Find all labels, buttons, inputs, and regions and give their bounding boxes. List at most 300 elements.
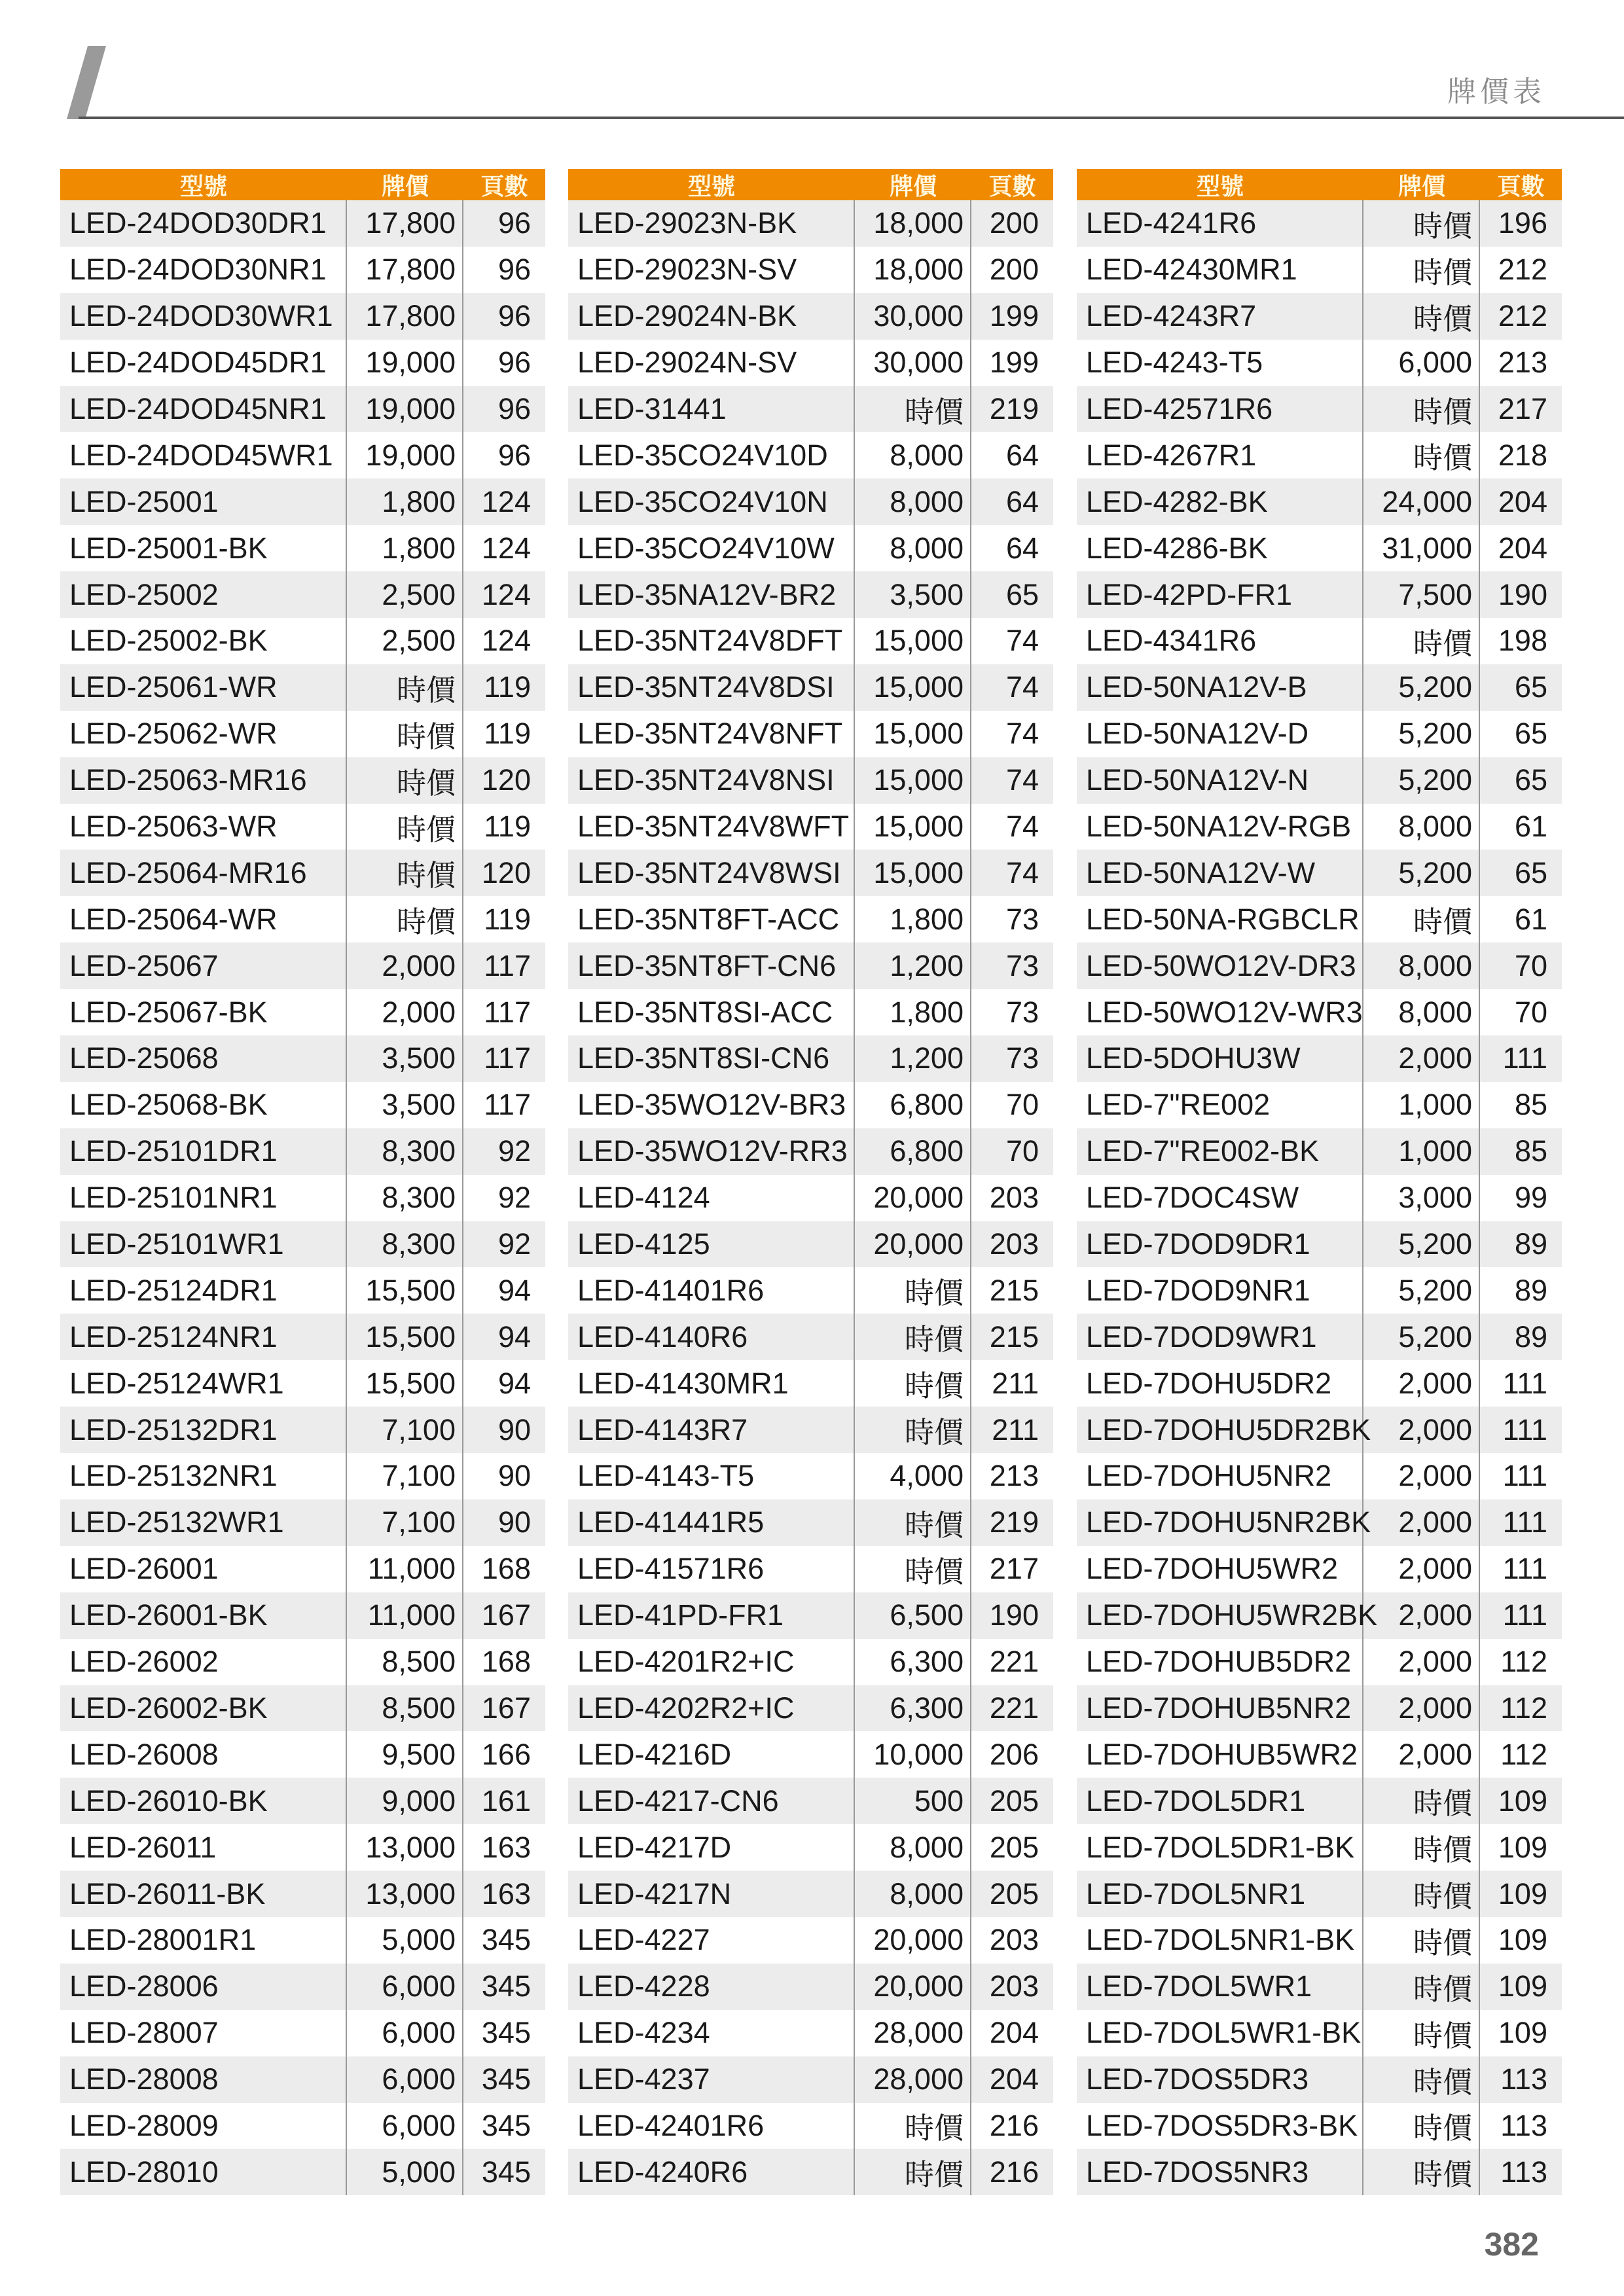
page-cell: 96 [497, 206, 531, 240]
page-cell: 212 [1498, 299, 1547, 333]
price-cell: 1,000 [1363, 1128, 1480, 1175]
price-cell: 時價 [855, 1314, 971, 1360]
model-cell: LED-26001-BK [60, 1592, 347, 1639]
table-row [568, 1175, 1053, 1221]
model-cell: LED-4237 [568, 2056, 855, 2103]
price-cell: 3,500 [347, 1035, 463, 1082]
table-row [1077, 1824, 1562, 1871]
page-cell: 111 [1502, 1041, 1547, 1075]
model-cell: LED-24DOD45WR1 [60, 432, 347, 478]
table-row [568, 247, 1053, 293]
price-cell: 3,000 [1363, 1175, 1480, 1221]
model-cell: LED-28001R1 [60, 1917, 347, 1964]
model-cell: LED-25124NR1 [60, 1314, 347, 1360]
page-cell: 109 [1498, 1784, 1547, 1818]
page-cell: 74 [1005, 763, 1039, 797]
page-cell: 85 [1514, 1134, 1547, 1168]
page-cell: 216 [989, 2155, 1039, 2189]
price-cell: 時價 [1363, 200, 1480, 247]
page-cell: 74 [1005, 855, 1039, 889]
page-cell: 65 [1005, 577, 1039, 611]
price-cell: 2,000 [1363, 1407, 1480, 1453]
price-cell: 7,100 [347, 1499, 463, 1546]
page-cell: 219 [989, 392, 1039, 425]
page-cell: 124 [481, 531, 531, 565]
table-row [1077, 2056, 1562, 2103]
model-cell: LED-35NT24V8WSI [568, 850, 855, 896]
model-cell: LED-25067 [60, 942, 347, 989]
table-row [1077, 757, 1562, 804]
price-cell: 2,000 [347, 989, 463, 1035]
table-row [568, 1778, 1053, 1824]
page-cell: 109 [1498, 1830, 1547, 1864]
model-cell: LED-4243-T5 [1077, 340, 1363, 386]
model-cell: LED-4243R7 [1077, 293, 1363, 340]
table-row [568, 989, 1053, 1035]
page-cell: 109 [1498, 2016, 1547, 2050]
model-cell: LED-7DOL5NR1 [1077, 1871, 1363, 1917]
table-row [1077, 664, 1562, 711]
price-cell: 7,100 [347, 1453, 463, 1499]
price-cell: 5,200 [1363, 1267, 1480, 1314]
price-cell: 6,800 [855, 1128, 971, 1175]
header-price: 牌價 [1398, 172, 1445, 200]
model-cell: LED-7DOL5NR1-BK [1077, 1917, 1363, 1964]
page-cell: 345 [481, 2108, 531, 2142]
page-cell: 120 [481, 763, 531, 797]
page-cell: 113 [1500, 2155, 1547, 2189]
model-cell: LED-28007 [60, 2010, 347, 2056]
price-cell: 時價 [347, 757, 463, 804]
table-row [1077, 1546, 1562, 1592]
model-cell: LED-7DOHU5NR2BK [1077, 1499, 1363, 1546]
table-row [60, 1267, 545, 1314]
price-cell: 時價 [855, 1499, 971, 1546]
table-row [568, 340, 1053, 386]
price-cell: 5,200 [1363, 664, 1480, 711]
price-cell: 20,000 [855, 1175, 971, 1221]
price-cell: 2,000 [1363, 1685, 1480, 1732]
model-cell: LED-35NT24V8NFT [568, 711, 855, 757]
table-row [1077, 1360, 1562, 1407]
model-cell: LED-25067-BK [60, 989, 347, 1035]
model-cell: LED-25002-BK [60, 618, 347, 664]
price-cell: 30,000 [855, 340, 971, 386]
model-cell: LED-25132WR1 [60, 1499, 347, 1546]
table-row [60, 1314, 545, 1360]
page-cell: 203 [989, 1969, 1039, 2003]
header-price: 牌價 [381, 172, 429, 200]
page-cell: 92 [497, 1227, 531, 1261]
model-cell: LED-7DOHU5NR2 [1077, 1453, 1363, 1499]
table-row [568, 2010, 1053, 2056]
page-cell: 74 [1005, 717, 1039, 751]
table-row [568, 386, 1053, 433]
table-row [60, 432, 545, 478]
price-cell: 8,000 [1363, 989, 1480, 1035]
model-cell: LED-25101DR1 [60, 1128, 347, 1175]
page-cell: 73 [1005, 995, 1039, 1029]
page-cell: 109 [1498, 1923, 1547, 1957]
table-row [1077, 1453, 1562, 1499]
price-cell: 1,800 [347, 525, 463, 571]
price-cell: 1,800 [855, 896, 971, 942]
page-cell: 190 [1498, 577, 1547, 611]
price-cell: 時價 [855, 386, 971, 433]
price-cell: 6,300 [855, 1639, 971, 1685]
page-cell: 190 [989, 1598, 1039, 1632]
page-cell: 119 [484, 810, 531, 844]
table-row [1077, 478, 1562, 525]
table-row [568, 2056, 1053, 2103]
price-cell: 8,300 [347, 1221, 463, 1268]
model-cell: LED-25002 [60, 571, 347, 618]
table-row [568, 1917, 1053, 1964]
model-cell: LED-29024N-SV [568, 340, 855, 386]
model-cell: LED-25062-WR [60, 711, 347, 757]
model-cell: LED-35NT24V8DFT [568, 618, 855, 664]
price-cell: 15,000 [855, 757, 971, 804]
price-cell: 19,000 [347, 340, 463, 386]
model-cell: LED-4267R1 [1077, 432, 1363, 478]
page-cell: 70 [1005, 1134, 1039, 1168]
table-row [568, 1407, 1053, 1453]
model-cell: LED-7DOHU5WR2BK [1077, 1592, 1363, 1639]
page-cell: 213 [989, 1459, 1039, 1493]
page-cell: 218 [1498, 438, 1547, 472]
table-row [60, 618, 545, 664]
model-cell: LED-25064-MR16 [60, 850, 347, 896]
page-cell: 124 [481, 624, 531, 658]
model-cell: LED-42PD-FR1 [1077, 571, 1363, 618]
model-cell: LED-50NA12V-RGB [1077, 804, 1363, 850]
price-cell: 6,800 [855, 1082, 971, 1128]
table-row [60, 896, 545, 942]
model-cell: LED-7DOL5WR1 [1077, 1964, 1363, 2010]
model-cell: LED-4143R7 [568, 1407, 855, 1453]
page-cell: 124 [481, 484, 531, 518]
page-cell: 74 [1005, 670, 1039, 704]
table-row [568, 1314, 1053, 1360]
price-cell: 時價 [347, 664, 463, 711]
page-cell: 92 [497, 1181, 531, 1215]
table-row [60, 942, 545, 989]
page-title: 牌價表 [1447, 76, 1545, 108]
price-cell: 11,000 [347, 1546, 463, 1592]
table-row [1077, 989, 1562, 1035]
page-cell: 168 [481, 1645, 531, 1679]
page-cell: 345 [481, 1969, 531, 2003]
page-cell: 205 [989, 1784, 1039, 1818]
model-cell: LED-50NA12V-D [1077, 711, 1363, 757]
model-cell: LED-7DOHUB5DR2 [1077, 1639, 1363, 1685]
table-row [1077, 804, 1562, 850]
page-cell: 166 [481, 1737, 531, 1771]
page-cell: 167 [481, 1691, 531, 1725]
page-cell: 64 [1005, 438, 1039, 472]
price-table-2 [568, 169, 1053, 2195]
table-row [568, 2103, 1053, 2149]
page-cell: 167 [481, 1598, 531, 1632]
page-cell: 74 [1005, 624, 1039, 658]
model-cell: LED-26002-BK [60, 1685, 347, 1732]
table-row [568, 1267, 1053, 1314]
price-cell: 11,000 [347, 1592, 463, 1639]
model-cell: LED-7DOS5DR3 [1077, 2056, 1363, 2103]
table-row [1077, 1731, 1562, 1778]
price-cell: 15,000 [855, 850, 971, 896]
page-cell: 196 [1498, 206, 1547, 240]
model-cell: LED-26001 [60, 1546, 347, 1592]
price-cell: 6,000 [347, 2010, 463, 2056]
price-cell: 8,000 [1363, 804, 1480, 850]
model-cell: LED-25068 [60, 1035, 347, 1082]
table-row [1077, 1871, 1562, 1917]
price-cell: 20,000 [855, 1917, 971, 1964]
table-row [60, 1221, 545, 1268]
page-cell: 96 [497, 438, 531, 472]
price-cell: 20,000 [855, 1221, 971, 1268]
table-row [1077, 711, 1562, 757]
table-row [1077, 571, 1562, 618]
page-cell: 111 [1502, 1598, 1547, 1632]
table-row [568, 2149, 1053, 2195]
page-cell: 117 [484, 995, 531, 1029]
page-cell: 219 [989, 1505, 1039, 1539]
table-row [60, 1407, 545, 1453]
table-row [568, 1592, 1053, 1639]
page-cell: 217 [989, 1552, 1039, 1586]
table-row [1077, 618, 1562, 664]
table-row [1077, 850, 1562, 896]
model-cell: LED-42401R6 [568, 2103, 855, 2149]
price-cell: 1,200 [855, 942, 971, 989]
price-cell: 2,000 [347, 942, 463, 989]
table-row [60, 1592, 545, 1639]
model-cell: LED-28006 [60, 1964, 347, 2010]
page-cell: 117 [484, 948, 531, 982]
model-cell: LED-4282-BK [1077, 478, 1363, 525]
model-cell: LED-50WO12V-WR3 [1077, 989, 1363, 1035]
table-row [60, 1082, 545, 1128]
page-cell: 211 [992, 1366, 1039, 1400]
page-cell: 61 [1514, 902, 1547, 936]
model-cell: LED-4217N [568, 1871, 855, 1917]
page-cell: 99 [1514, 1181, 1547, 1215]
model-cell: LED-35NT24V8DSI [568, 664, 855, 711]
price-cell: 9,000 [347, 1778, 463, 1824]
model-cell: LED-7DOD9WR1 [1077, 1314, 1363, 1360]
model-cell: LED-5DOHU3W [1077, 1035, 1363, 1082]
model-cell: LED-7DOHU5DR2 [1077, 1360, 1363, 1407]
table-row [1077, 200, 1562, 247]
model-cell: LED-35NT24V8NSI [568, 757, 855, 804]
page-cell: 65 [1514, 717, 1547, 751]
price-cell: 24,000 [1363, 478, 1480, 525]
page-cell: 203 [989, 1227, 1039, 1261]
page-cell: 113 [1500, 2062, 1547, 2096]
table-row [60, 1639, 545, 1685]
table-row [60, 571, 545, 618]
page-cell: 96 [497, 299, 531, 333]
page-cell: 200 [989, 253, 1039, 287]
table-header [568, 169, 1053, 200]
page-cell: 221 [989, 1645, 1039, 1679]
model-cell: LED-50WO12V-DR3 [1077, 942, 1363, 989]
table-row [1077, 293, 1562, 340]
price-cell: 時價 [855, 2103, 971, 2149]
page-cell: 90 [497, 1459, 531, 1493]
page-cell: 204 [1498, 531, 1547, 565]
model-cell: LED-7DOD9NR1 [1077, 1267, 1363, 1314]
price-cell: 18,000 [855, 200, 971, 247]
model-cell: LED-25068-BK [60, 1082, 347, 1128]
price-cell: 時價 [347, 850, 463, 896]
page-cell: 74 [1005, 810, 1039, 844]
model-cell: LED-35WO12V-BR3 [568, 1082, 855, 1128]
model-cell: LED-7DOL5WR1-BK [1077, 2010, 1363, 2056]
price-cell: 19,000 [347, 386, 463, 433]
model-cell: LED-41PD-FR1 [568, 1592, 855, 1639]
page-cell: 205 [989, 1830, 1039, 1864]
model-cell: LED-29023N-BK [568, 200, 855, 247]
price-cell: 6,000 [347, 2103, 463, 2149]
table-row [568, 1685, 1053, 1732]
page-cell: 73 [1005, 1041, 1039, 1075]
table-header [1077, 169, 1562, 200]
table-row [1077, 1128, 1562, 1175]
page-cell: 163 [481, 1876, 531, 1910]
table-row [568, 200, 1053, 247]
table-row [60, 1453, 545, 1499]
table-row [568, 618, 1053, 664]
price-cell: 2,500 [347, 618, 463, 664]
page-cell: 90 [497, 1505, 531, 1539]
table-row [1077, 942, 1562, 989]
price-cell: 8,000 [855, 432, 971, 478]
price-cell: 時價 [1363, 2010, 1480, 2056]
model-cell: LED-50NA12V-B [1077, 664, 1363, 711]
model-cell: LED-42571R6 [1077, 386, 1363, 433]
table-row [60, 2010, 545, 2056]
price-cell: 1,200 [855, 1035, 971, 1082]
page-cell: 216 [989, 2108, 1039, 2142]
price-cell: 2,000 [1363, 1639, 1480, 1685]
table-row [60, 1871, 545, 1917]
price-cell: 2,000 [1363, 1360, 1480, 1407]
model-cell: LED-7DOC4SW [1077, 1175, 1363, 1221]
price-cell: 15,000 [855, 618, 971, 664]
price-cell: 時價 [1363, 2056, 1480, 2103]
model-cell: LED-35NA12V-BR2 [568, 571, 855, 618]
price-cell: 5,200 [1363, 850, 1480, 896]
table-row [568, 757, 1053, 804]
price-cell: 8,000 [855, 1871, 971, 1917]
page-cell: 111 [1502, 1366, 1547, 1400]
page-cell: 112 [1500, 1691, 1547, 1725]
page-cell: 65 [1514, 855, 1547, 889]
price-cell: 8,000 [855, 1824, 971, 1871]
price-cell: 5,000 [347, 2149, 463, 2195]
table-row [1077, 1499, 1562, 1546]
price-cell: 17,800 [347, 293, 463, 340]
page-cell: 117 [484, 1088, 531, 1122]
model-cell: LED-35CO24V10D [568, 432, 855, 478]
model-cell: LED-50NA-RGBCLR [1077, 896, 1363, 942]
table-row [1077, 2103, 1562, 2149]
table-row [1077, 1175, 1562, 1221]
table-row [60, 247, 545, 293]
model-cell: LED-4228 [568, 1964, 855, 2010]
table-row [568, 1871, 1053, 1917]
model-cell: LED-26010-BK [60, 1778, 347, 1824]
price-cell: 時價 [855, 1407, 971, 1453]
model-cell: LED-26002 [60, 1639, 347, 1685]
model-cell: LED-4125 [568, 1221, 855, 1268]
price-cell: 500 [855, 1778, 971, 1824]
price-cell: 9,500 [347, 1731, 463, 1778]
page-cell: 112 [1500, 1645, 1547, 1679]
table-row [568, 850, 1053, 896]
price-cell: 時價 [1363, 1871, 1480, 1917]
table-row [568, 1035, 1053, 1082]
page-cell: 168 [481, 1552, 531, 1586]
price-cell: 28,000 [855, 2010, 971, 2056]
price-cell: 8,300 [347, 1128, 463, 1175]
price-cell: 時價 [855, 1360, 971, 1407]
header-page: 頁數 [988, 172, 1036, 200]
table-row [568, 1082, 1053, 1128]
page-cell: 64 [1005, 484, 1039, 518]
table-row [1077, 2149, 1562, 2195]
model-cell: LED-25101NR1 [60, 1175, 347, 1221]
page-cell: 345 [481, 2155, 531, 2189]
model-cell: LED-7DOHU5DR2BK [1077, 1407, 1363, 1453]
price-cell: 2,000 [1363, 1453, 1480, 1499]
table-row [1077, 896, 1562, 942]
model-cell: LED-4143-T5 [568, 1453, 855, 1499]
model-cell: LED-35NT8SI-ACC [568, 989, 855, 1035]
price-cell: 13,000 [347, 1824, 463, 1871]
page-cell: 73 [1005, 948, 1039, 982]
price-cell: 6,000 [1363, 340, 1480, 386]
table-row [568, 664, 1053, 711]
table-row [60, 1964, 545, 2010]
price-cell: 1,800 [347, 478, 463, 525]
page-cell: 89 [1514, 1273, 1547, 1307]
model-cell: LED-29023N-SV [568, 247, 855, 293]
table-row [568, 942, 1053, 989]
header-rule [79, 117, 1624, 119]
table-row [60, 850, 545, 896]
table-row [1077, 1407, 1562, 1453]
table-row [1077, 1964, 1562, 2010]
model-cell: LED-24DOD30WR1 [60, 293, 347, 340]
price-table-1 [60, 169, 545, 2195]
table-row [60, 1824, 545, 1871]
page-cell: 205 [989, 1876, 1039, 1910]
table-row [1077, 1267, 1562, 1314]
price-cell: 15,000 [855, 804, 971, 850]
price-cell: 20,000 [855, 1964, 971, 2010]
table-row [60, 386, 545, 433]
page-cell: 217 [1498, 392, 1547, 425]
model-cell: LED-41401R6 [568, 1267, 855, 1314]
table-row [568, 896, 1053, 942]
price-cell: 8,300 [347, 1175, 463, 1221]
model-cell: LED-25124DR1 [60, 1267, 347, 1314]
price-cell: 6,500 [855, 1592, 971, 1639]
